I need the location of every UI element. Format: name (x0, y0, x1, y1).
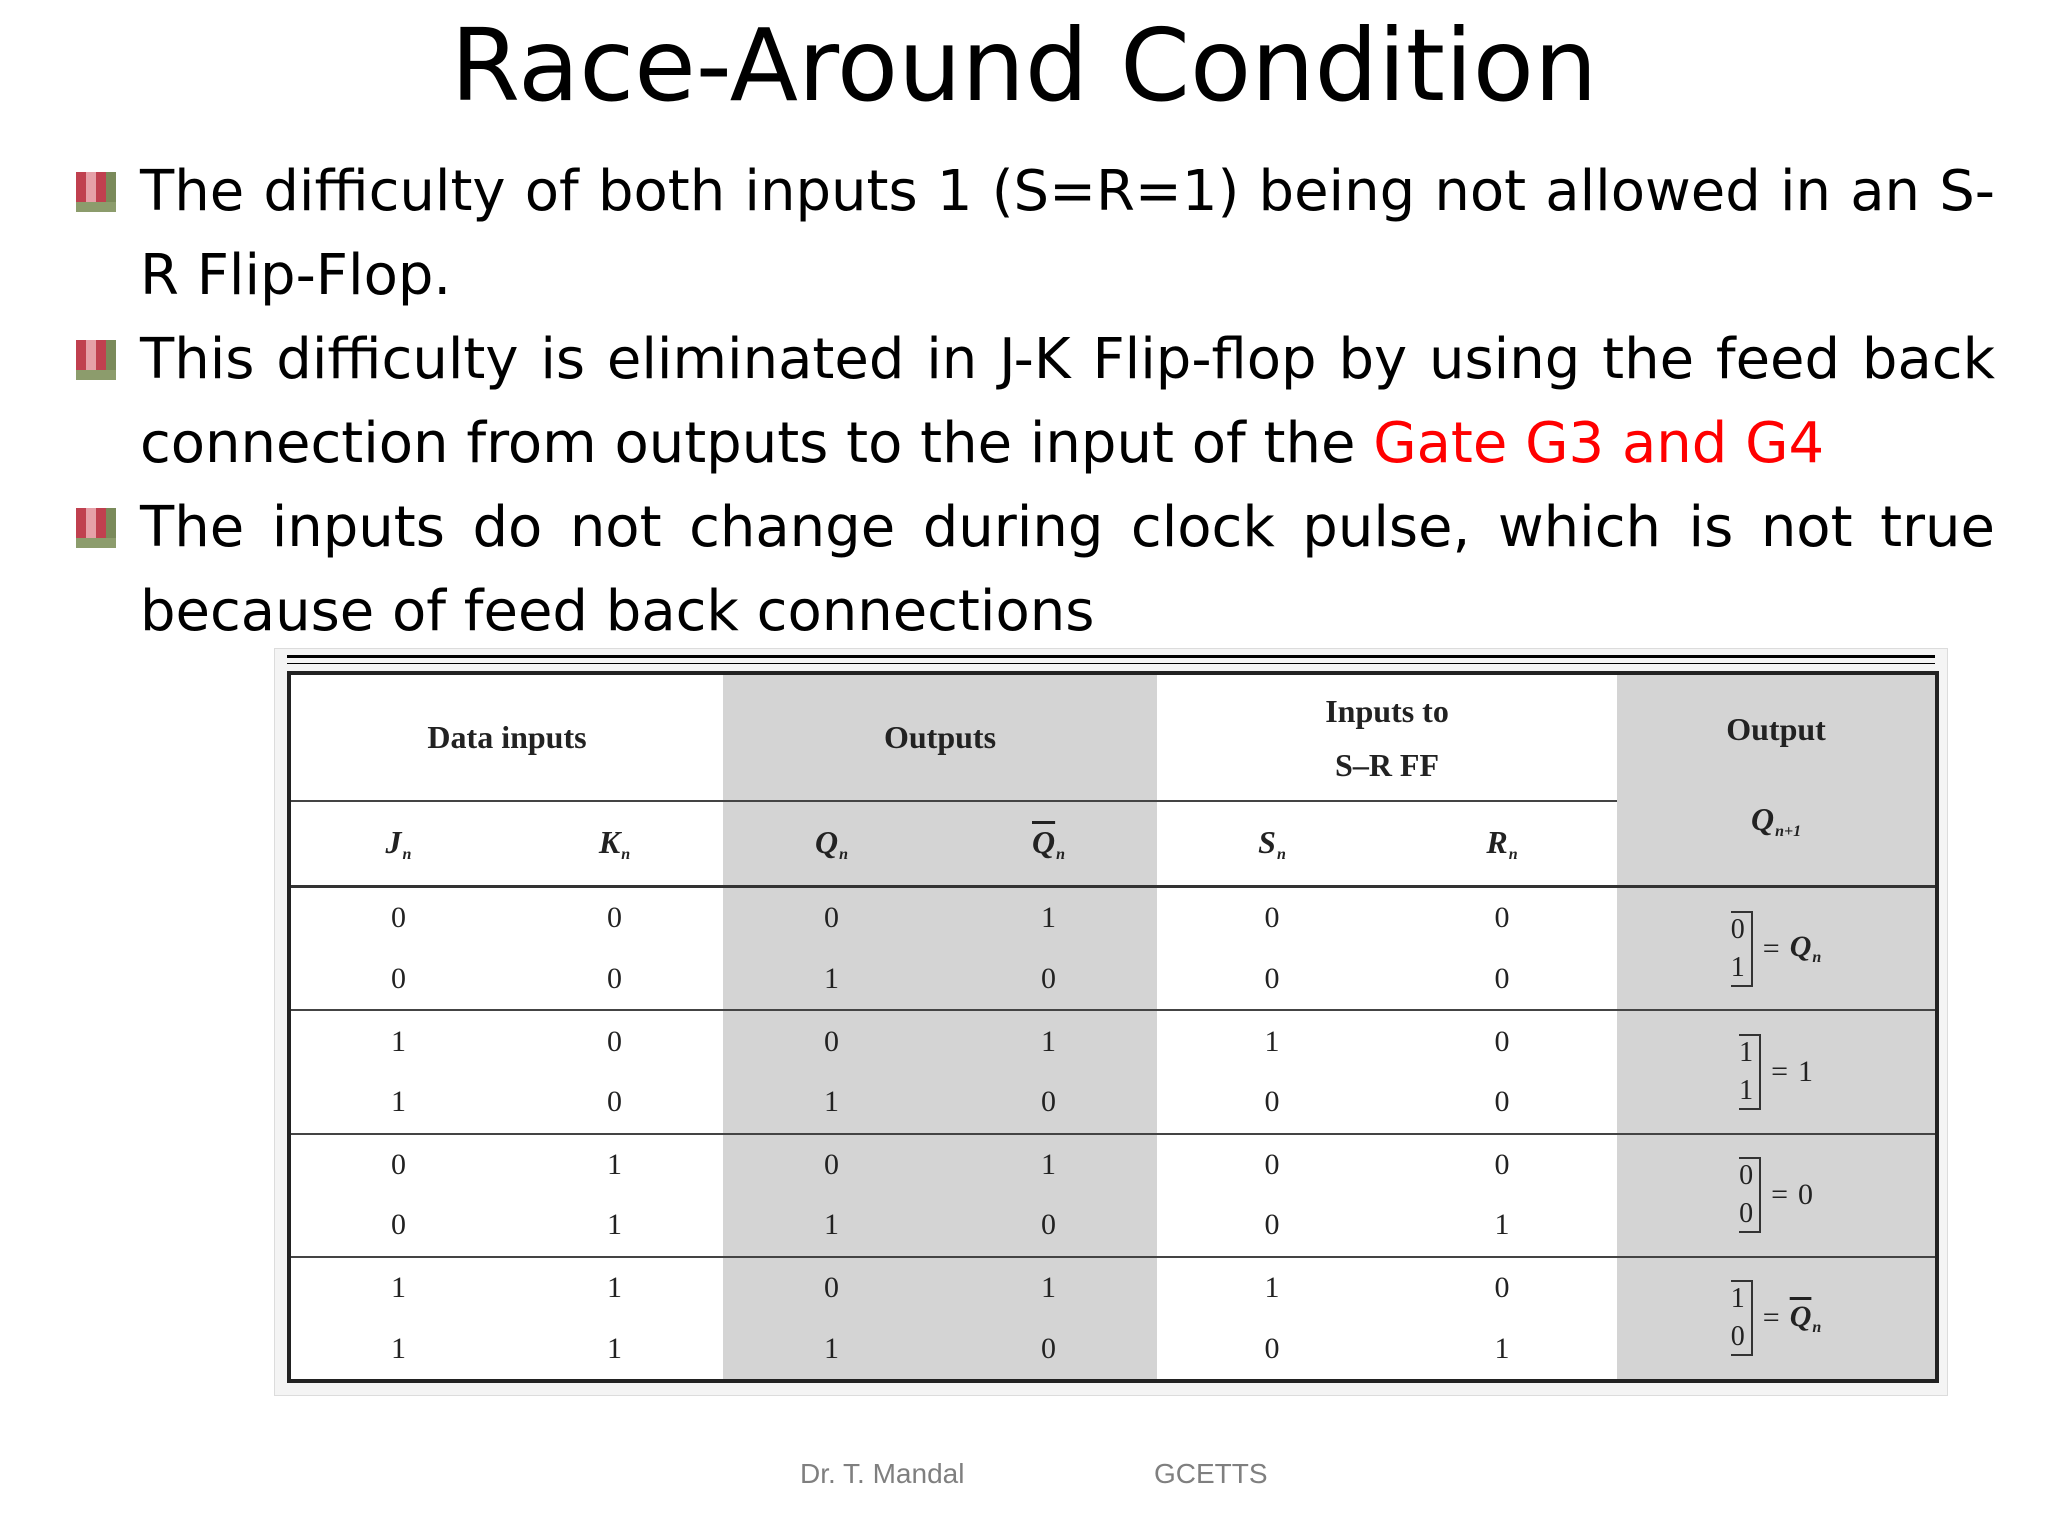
table-cell: 1 (391, 1331, 406, 1365)
table-cell: 1 (506, 1195, 723, 1257)
table-cell: 0 (940, 1318, 1157, 1381)
table-cell: 1 (940, 887, 1157, 949)
table-cell: 0 (1157, 1195, 1387, 1257)
header-outputs: Outputs (723, 673, 1157, 801)
bullet-mosaic-icon (76, 340, 116, 380)
table-cell: 1 (723, 949, 940, 1011)
table-cell: 0 (1264, 1331, 1280, 1365)
truth-table-figure (274, 648, 1948, 1396)
table-top-rule (287, 663, 1935, 664)
group-output: 1 1 = 1 (1617, 1010, 1937, 1133)
bullet-item (70, 318, 1995, 486)
bullet-highlight: Gate G3 and G4 (1373, 411, 1825, 476)
bullet-text: The difficulty of both inputs 1 (S=R=1) being not allowed in an S-R Flip-Flop. (140, 159, 1995, 308)
header-data-inputs: Data inputs (289, 673, 723, 801)
header-output-label: Output (1726, 710, 1826, 747)
slide-title: Race-Around Condition (450, 7, 1598, 124)
table-cell: 0 (1387, 949, 1617, 1011)
bullet-text: The inputs do not change during clock pulse, which is not true because of feed back connections (140, 495, 1995, 644)
table-cell: 1 (940, 1010, 1157, 1072)
header-inputs-to-line1: Inputs to (1325, 692, 1449, 729)
header-inputs-to-line2: S–R FF (1335, 746, 1440, 783)
table-top-rule (287, 655, 1935, 658)
table-cell: 1 (391, 1024, 406, 1058)
col-r: $R_n$ (1387, 801, 1617, 886)
table-row (289, 1134, 1937, 1196)
header-inputs-to-sr (1157, 673, 1617, 801)
header-output (1617, 673, 1937, 887)
col-k: $K_n$ (506, 801, 723, 886)
table-cell: 0 (1157, 949, 1387, 1011)
table-cell: 0 (940, 1072, 1157, 1134)
table-cell: 1 (723, 1318, 940, 1381)
table-cell: 0 (607, 901, 622, 935)
bullet-item (70, 486, 1995, 654)
table-cell: 0 (723, 1010, 940, 1072)
table-cell: 1 (607, 1147, 622, 1181)
group-output: 1 0 = $\overline{Q}_n$ (1617, 1257, 1937, 1381)
table-cell: 1 (940, 1257, 1157, 1319)
table-cell: 1 (289, 1072, 506, 1134)
bullet-mosaic-icon (76, 508, 116, 548)
table-cell: 0 (1494, 1147, 1510, 1181)
table-row (289, 1257, 1937, 1319)
bullet-list (70, 150, 1995, 654)
bullet-text: This difficulty is eliminated in J-K Flip-flop by using the feed back connection from outputs to the input of the (140, 327, 1995, 476)
table-cell: 1 (607, 1270, 622, 1304)
table-cell: 0 (940, 1195, 1157, 1257)
table-cell: 1 (940, 1134, 1157, 1196)
table-row (289, 887, 1937, 949)
jk-truth-table (287, 671, 1939, 1383)
table-cell: 0 (391, 1147, 406, 1181)
table-cell: 0 (1157, 1072, 1387, 1134)
group-output: 0 1 = $Q_n$ (1617, 887, 1937, 1011)
table-cell: 0 (289, 949, 506, 1011)
table-cell: 0 (607, 1024, 622, 1058)
table-cell: 0 (1387, 1072, 1617, 1134)
table-cell: 1 (723, 1072, 940, 1134)
table-cell: 0 (506, 1072, 723, 1134)
table-cell: 0 (1264, 901, 1280, 935)
col-s: $S_n$ (1157, 801, 1387, 886)
table-cell: 0 (723, 1257, 940, 1319)
bullet-mosaic-icon (76, 172, 116, 212)
footer-institution: GCETTS (1154, 1458, 1268, 1489)
table-cell: 1 (1264, 1024, 1280, 1058)
table-cell: 0 (391, 901, 406, 935)
table-cell: 1 (1264, 1270, 1280, 1304)
col-qn1: $Q_{n+1}$ (1750, 800, 1802, 840)
table-cell: 0 (723, 887, 940, 949)
bullet-item (70, 150, 1995, 318)
col-j: $J_n$ (289, 801, 506, 886)
table-cell: 1 (723, 1195, 940, 1257)
table-cell: 1 (1387, 1195, 1617, 1257)
col-q: $Q_n$ (723, 801, 940, 886)
footer-author: Dr. T. Mandal (800, 1458, 965, 1489)
table-cell: 0 (506, 949, 723, 1011)
table-cell: 1 (1494, 1331, 1510, 1365)
group-output: 0 0 = 0 (1617, 1134, 1937, 1257)
table-cell: 1 (607, 1331, 622, 1365)
table-cell: 0 (1494, 1270, 1510, 1304)
table-row (289, 1010, 1937, 1072)
table-cell: 0 (1494, 1024, 1510, 1058)
table-cell: 0 (1494, 901, 1510, 935)
table-cell: 0 (723, 1134, 940, 1196)
table-cell: 0 (1264, 1147, 1280, 1181)
table-cell: 1 (391, 1270, 406, 1304)
table-cell: 0 (289, 1195, 506, 1257)
col-qbar: $\overline{Q}_n$ (940, 801, 1157, 886)
table-cell: 0 (940, 949, 1157, 1011)
